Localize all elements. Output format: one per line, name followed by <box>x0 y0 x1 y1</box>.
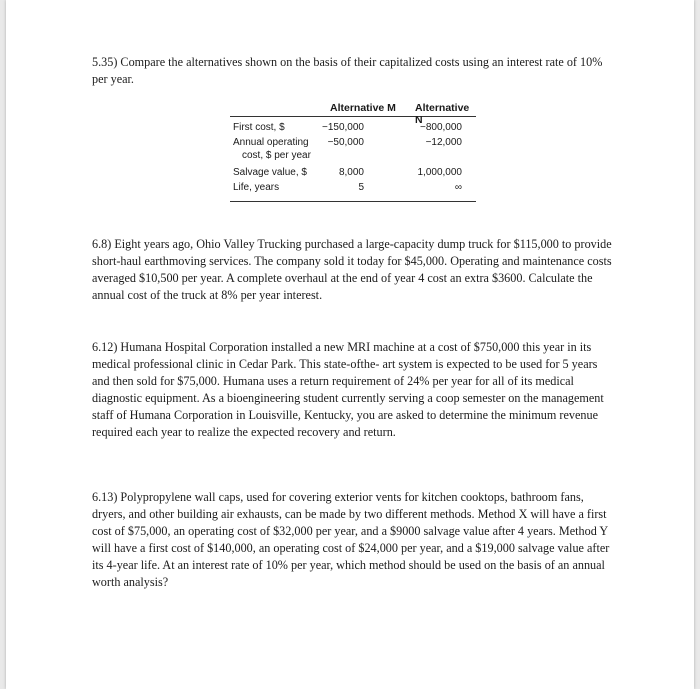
annual-operating-label-cont: cost, $ per year <box>242 150 311 161</box>
salvage-value-label: Salvage value, $ <box>233 167 307 178</box>
life-n: ∞ <box>454 182 462 193</box>
problem-5-35: 5.35) Compare the alternatives shown on the basis of their capitalized costs using an interest rate of 10% per year. <box>92 55 603 86</box>
first-cost-m: −150,000 <box>322 122 364 133</box>
document-page <box>6 0 694 689</box>
salvage-value-m: 8,000 <box>338 167 364 178</box>
problem-6-8: 6.8) Eight years ago, Ohio Valley Trucking purchased a large-capacity dump truck for $115,000 to provide short-haul earthmoving services. The company sold it today for $45,000. Operating and maintenance costs averaged $10,500 per year. A complete overhaul at the end of year 4 cost an extra $3600. Calculate the annual cost of the truck at 8% per year interest. <box>92 237 612 302</box>
table-body <box>230 117 476 202</box>
life-label: Life, years <box>233 182 280 193</box>
table-header <box>230 100 476 126</box>
header-alternative-m: Alternative M <box>330 102 396 114</box>
annual-operating-m: −50,000 <box>327 137 364 148</box>
annual-operating-n: −12,000 <box>425 137 462 148</box>
life-m: 5 <box>358 182 364 193</box>
problem-6-12: 6.12) Humana Hospital Corporation installed a new MRI machine at a cost of $750,000 this year in its medical professional clinic in Cedar Park. This state-ofthe- art system is expected to be used for 5 years and then sold for $75,000. Humana uses a return requirement of 24% per year for all of its medical diagnostic equipment. As a bioengineering student currently serving a coop semester on the management staff of Humana Corporation in Louisville, Kentucky, you are asked to determine the minimum revenue required each year to realize the expected recovery and return. <box>92 340 604 439</box>
alternatives-table <box>230 100 476 202</box>
first-cost-n: −800,000 <box>420 122 462 133</box>
first-cost-label: First cost, $ <box>233 122 285 133</box>
salvage-value-n: 1,000,000 <box>417 167 462 178</box>
annual-operating-label: Annual operating <box>233 137 309 148</box>
header-alternative-n: Alternative N <box>415 102 470 126</box>
problem-6-13: 6.13) Polypropylene wall caps, used for covering exterior vents for kitchen cooktops, bathroom fans, dryers, and other building air exhausts, can be made by two different methods. Method X will have a first cost of $75,000, an operating cost of $32,000 per year, and a $9000 salvage value after 4 years. Method Y will have a first cost of $140,000, an operating cost of $24,000 per year, and a $19,000 salvage value after its 4-year life. At an interest rate of 10% per year, which method should be used on the basis of an annual worth analysis? <box>92 490 610 589</box>
